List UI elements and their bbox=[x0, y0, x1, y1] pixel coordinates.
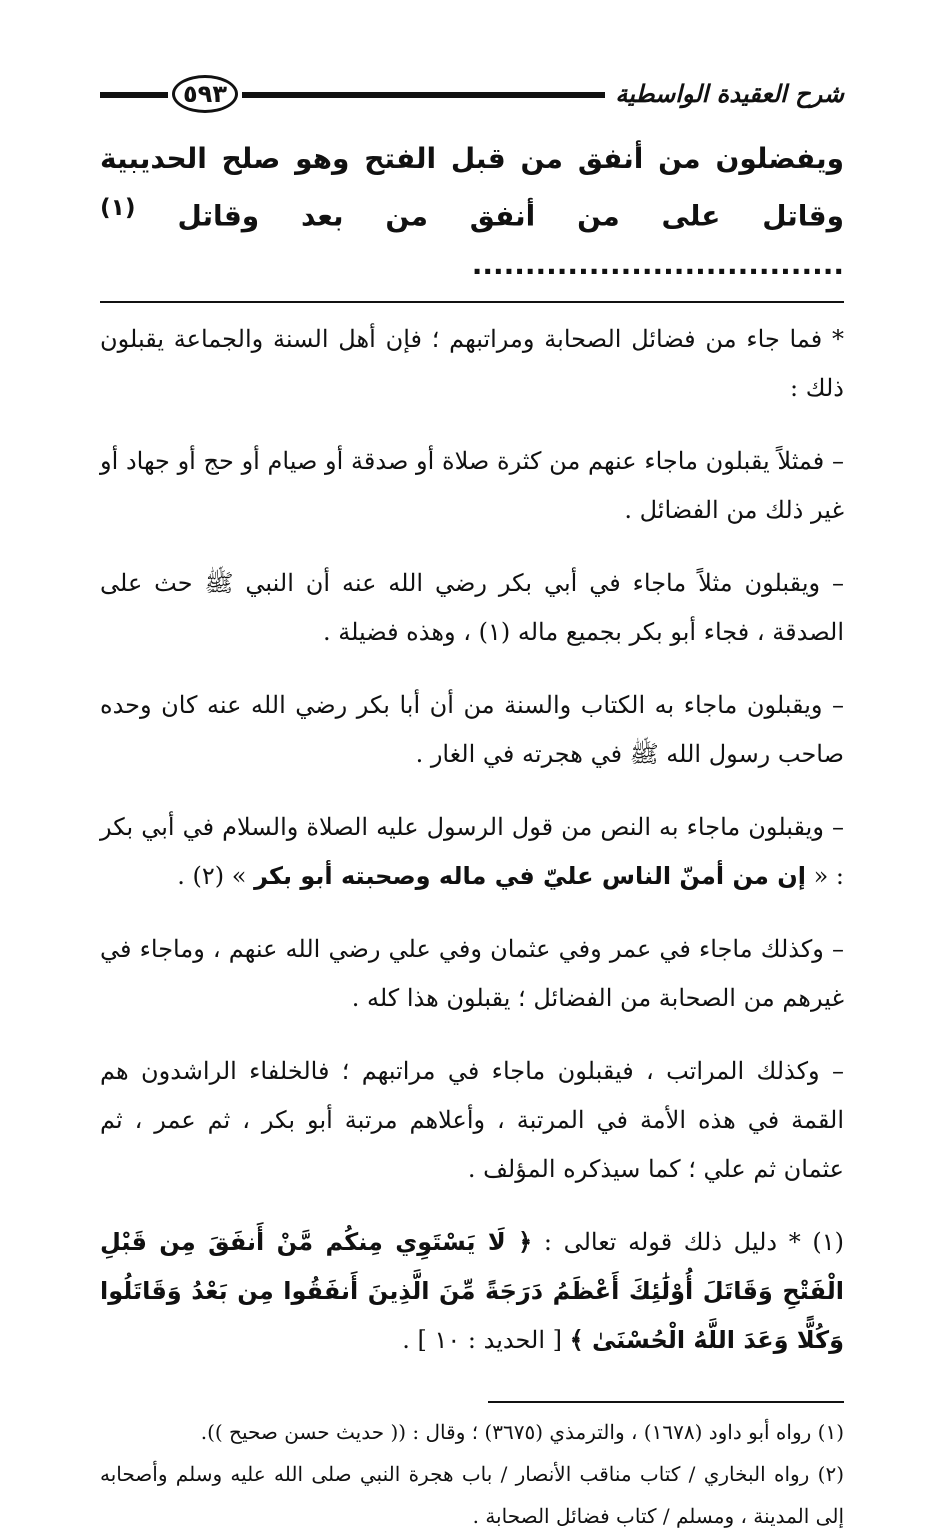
footnote: (٢) رواه البخاري / كتاب مناقب الأنصار / باب هجرة النبي صلى الله عليه وسلم وأصحابه إلى المدينة ، ومسلم / كتاب فضائل الصحابة . bbox=[100, 1462, 845, 1529]
header-rule bbox=[242, 92, 605, 98]
page-number: ٥٩٣ bbox=[172, 75, 238, 113]
matn-body: ويفضلون من أنفق من قبل الفتح وهو صلح الحديبية وقاتل على من أنفق من بعد وقاتل bbox=[100, 142, 845, 233]
verse-intro: (١) * دليل ذلك قوله تعالى : bbox=[532, 1228, 845, 1257]
commentary-paragraph: – وكذلك المراتب ، فيقبلون ماجاء في مراتبهم ؛ فالخلفاء الراشدون هم القمة في هذه الأمة في المرتبة ، وأعلاهم مرتبة أبو بكر ، ثم عمر ، ثم عثمان ثم علي ؛ كما سيذكره المؤلف . bbox=[100, 1057, 845, 1184]
commentary-paragraph: – ويقبلون ماجاء به الكتاب والسنة من أن أبا بكر رضي الله عنه كان وحده صاحب رسول الله ﷺ في هجرته في الغار . bbox=[100, 691, 844, 769]
matn-footnote-ref: (١) bbox=[100, 193, 136, 221]
hadith-quote: إن من أمنّ الناس عليّ في ماله وصحبته أبو بكر bbox=[254, 862, 806, 891]
hadith-ref: » (٢) . bbox=[177, 862, 255, 891]
commentary-paragraph: – ويقبلون مثلاً ماجاء في أبي بكر رضي الله عنه أن النبي ﷺ حث على الصدقة ، فجاء أبو بكر بجميع ماله (١) ، وهذه فضيلة . bbox=[100, 569, 844, 647]
commentary-paragraph: – وكذلك ماجاء في عمر وفي عثمان وفي علي رضي الله عنهم ، وماجاء في غيرهم من الصحابة من الفضائل ؛ يقبلون هذا كله . bbox=[100, 935, 844, 1013]
matn-dots: ................................... bbox=[471, 248, 844, 282]
quran-verse: ﴿ لَا يَسْتَوِي مِنكُم مَّنْ أَنفَقَ مِن قَبْلِ الْفَتْحِ وَقَاتَلَ أُوْلَٰئِكَ أَعْظَمُ دَرَجَةً مِّنَ الَّذِينَ أَنفَقُوا مِن بَعْدُ وَقَاتَلُوا وَكُلًّا وَعَدَ اللَّهُ الْحُسْنَىٰ ﴾ bbox=[100, 1228, 844, 1355]
matn-text bbox=[100, 134, 844, 289]
commentary-paragraph: * فما جاء من فضائل الصحابة ومراتبهم ؛ فإن أهل السنة والجماعة يقبلون ذلك : bbox=[100, 325, 844, 403]
verse-paragraph bbox=[100, 1218, 844, 1365]
footnote-rule bbox=[488, 1401, 844, 1403]
hadith-paragraph bbox=[100, 803, 844, 901]
matn-separator bbox=[100, 301, 844, 303]
hadith-intro: – ويقبلون ماجاء به النص من قول الرسول عليه الصلاة والسلام في أبي بكر : « bbox=[100, 813, 844, 891]
book-page bbox=[100, 66, 844, 1537]
book-title: شرح العقيدة الواسطية bbox=[615, 80, 844, 108]
page-header bbox=[100, 66, 844, 122]
verse-reference: [ الحديد : ١٠ ] . bbox=[402, 1326, 570, 1355]
header-rule-end bbox=[100, 92, 168, 98]
footnotes bbox=[100, 1411, 844, 1537]
commentary-paragraph: – فمثلاً يقبلون ماجاء عنهم من كثرة صلاة أو صدقة أو صيام أو حج أو جهاد أو غير ذلك من الفضائل . bbox=[100, 447, 844, 525]
footnote: (١) رواه أبو داود (١٦٧٨) ، والترمذي (٣٦٧٥) ؛ وقال : (( حديث حسن صحيح )). bbox=[200, 1420, 844, 1445]
